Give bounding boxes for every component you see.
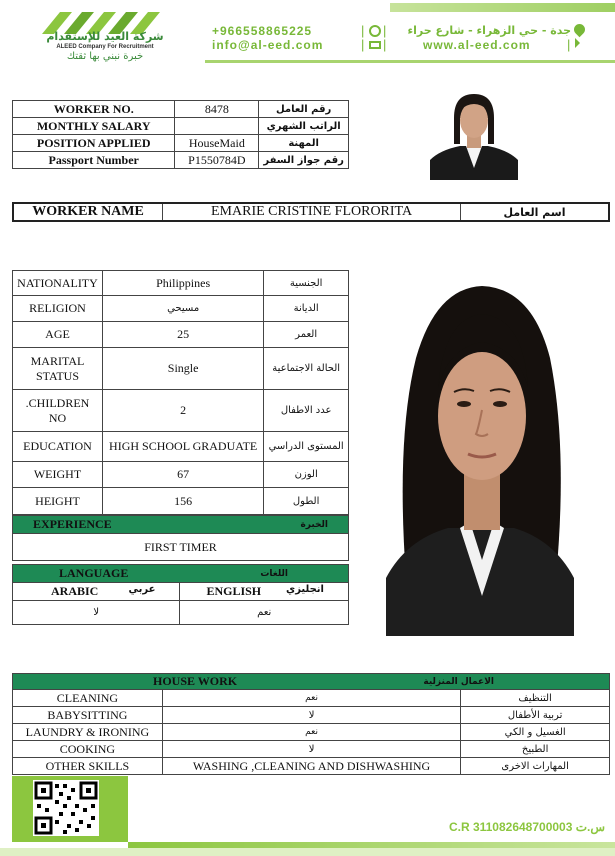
address-arabic: جدة - حي الزهراء - شارع حراء — [407, 24, 571, 37]
position-label: POSITION APPLIED — [13, 135, 175, 152]
details-row — [13, 296, 349, 322]
children-no-value: 2 — [102, 390, 263, 432]
babysitting-label-ar: تربية الأطفال — [461, 707, 610, 724]
worker-name-value: EMARIE CRISTINE FLORORITA — [163, 203, 461, 221]
height-label-ar: الطول — [264, 488, 349, 515]
worker-no-label-ar: رقم العامل — [259, 101, 349, 118]
house-work-title: HOUSE WORK — [153, 674, 238, 688]
separator: | — [383, 37, 387, 52]
salary-label: MONTHLY SALARY — [13, 118, 175, 135]
religion-value: مسيحي — [102, 296, 263, 322]
marital-status-label: MARITAL STATUS — [13, 348, 103, 390]
language-title: LANGUAGE — [59, 566, 129, 580]
house-work-row — [13, 724, 610, 741]
passport-value: P1550784D — [175, 152, 259, 169]
summary-row — [13, 118, 349, 135]
experience-title: EXPERIENCE — [33, 517, 112, 531]
whatsapp-icon — [369, 25, 381, 37]
cooking-label: COOKING — [13, 741, 163, 758]
cooking-value: لا — [162, 741, 460, 758]
height-label: HEIGHT — [13, 488, 103, 515]
company-name-arabic: شركة العيد للإستقدام — [46, 30, 164, 43]
company-slogan: خبرة نبني بها ثقتك — [66, 51, 144, 62]
arabic-value: لا — [13, 601, 180, 625]
qr-code — [33, 780, 99, 836]
mail-icon — [369, 41, 381, 49]
marital-status-value: Single — [102, 348, 263, 390]
worker-name-table — [12, 202, 610, 222]
separator: | — [383, 23, 387, 38]
commercial-registration: C.R 311082648700003 س.ت — [448, 820, 605, 834]
worker-name-label: WORKER NAME — [13, 203, 163, 221]
worker-no-value: 8478 — [175, 101, 259, 118]
house-work-title-ar: الاعمال المنزلية — [423, 676, 494, 687]
children-no-label: .CHILDREN NO — [13, 390, 103, 432]
house-work-table — [12, 673, 610, 775]
details-row — [13, 462, 349, 488]
location-pin-icon — [572, 22, 588, 38]
laundry-label-ar: الغسيل و الكي — [461, 724, 610, 741]
details-table — [12, 270, 349, 515]
english-label-ar: انجليزي — [286, 584, 324, 595]
company-name-english: ALEED Company For Recruitment — [56, 44, 154, 50]
footer-green-bar-bottom — [0, 848, 615, 856]
nationality-label: NATIONALITY — [13, 271, 103, 296]
laundry-value: نعم — [162, 724, 460, 741]
age-label-ar: العمر — [264, 322, 349, 348]
language-header — [13, 565, 349, 583]
cleaning-label: CLEANING — [13, 690, 163, 707]
header-green-band — [390, 3, 615, 12]
details-row — [13, 432, 349, 462]
other-skills-value: WASHING ,CLEANING AND DISHWASHING — [162, 758, 460, 775]
cursor-icon — [575, 38, 580, 48]
babysitting-value: لا — [162, 707, 460, 724]
house-work-header — [13, 674, 610, 690]
education-label-ar: المستوى الدراسي — [264, 432, 349, 462]
weight-label-ar: الوزن — [264, 462, 349, 488]
details-row — [13, 271, 349, 296]
worker-no-label: WORKER NO. — [13, 101, 175, 118]
age-label: AGE — [13, 322, 103, 348]
house-work-row — [13, 758, 610, 775]
passport-label: Passport Number — [13, 152, 175, 169]
salary-value — [175, 118, 259, 135]
age-value: 25 — [102, 322, 263, 348]
salary-label-ar: الراتب الشهري — [259, 118, 349, 135]
email-address: info@al-eed.com — [212, 38, 324, 52]
laundry-label: LAUNDRY & IRONING — [13, 724, 163, 741]
separator: | — [567, 37, 571, 52]
worker-name-label-ar: اسم العامل — [461, 203, 609, 221]
details-row — [13, 348, 349, 390]
experience-value: FIRST TIMER — [13, 534, 349, 561]
height-value: 156 — [102, 488, 263, 515]
summary-table — [12, 100, 349, 169]
arabic-label: ARABIC — [51, 584, 99, 598]
children-no-label-ar: عدد الاطفال — [264, 390, 349, 432]
passport-label-ar: رقم جواز السفر — [259, 152, 349, 169]
experience-header — [13, 516, 349, 534]
phone-number: +966558865225 — [212, 24, 313, 38]
cooking-label-ar: الطبيخ — [461, 741, 610, 758]
details-row — [13, 322, 349, 348]
worker-photo-small — [430, 88, 518, 180]
education-value: HIGH SCHOOL GRADUATE — [102, 432, 263, 462]
summary-row — [13, 101, 349, 118]
separator: | — [361, 23, 365, 38]
weight-value: 67 — [102, 462, 263, 488]
worker-photo-large — [386, 278, 574, 636]
summary-row — [13, 152, 349, 169]
summary-row — [13, 135, 349, 152]
language-table — [12, 564, 349, 625]
other-skills-label: OTHER SKILLS — [13, 758, 163, 775]
english-value: نعم — [180, 601, 349, 625]
house-work-row — [13, 741, 610, 758]
house-work-row — [13, 707, 610, 724]
details-row — [13, 488, 349, 515]
header-divider — [205, 60, 615, 63]
website-address: www.al-eed.com — [423, 38, 531, 52]
nationality-value: Philippines — [102, 271, 263, 296]
religion-label-ar: الديانة — [264, 296, 349, 322]
marital-status-label-ar: الحالة الاجتماعية — [264, 348, 349, 390]
separator: | — [361, 37, 365, 52]
english-label: ENGLISH — [206, 584, 262, 598]
religion-label: RELIGION — [13, 296, 103, 322]
education-label: EDUCATION — [13, 432, 103, 462]
house-work-row — [13, 690, 610, 707]
position-label-ar: المهنة — [259, 135, 349, 152]
language-title-ar: اللغات — [260, 568, 288, 579]
arabic-label-ar: عربي — [128, 584, 156, 595]
position-value: HouseMaid — [175, 135, 259, 152]
cleaning-value: نعم — [162, 690, 460, 707]
details-row — [13, 390, 349, 432]
cleaning-label-ar: التنظيف — [461, 690, 610, 707]
experience-table — [12, 515, 349, 561]
babysitting-label: BABYSITTING — [13, 707, 163, 724]
experience-title-ar: الخبرة — [300, 519, 328, 530]
other-skills-label-ar: المهارات الاخرى — [461, 758, 610, 775]
weight-label: WEIGHT — [13, 462, 103, 488]
nationality-label-ar: الجنسية — [264, 271, 349, 296]
